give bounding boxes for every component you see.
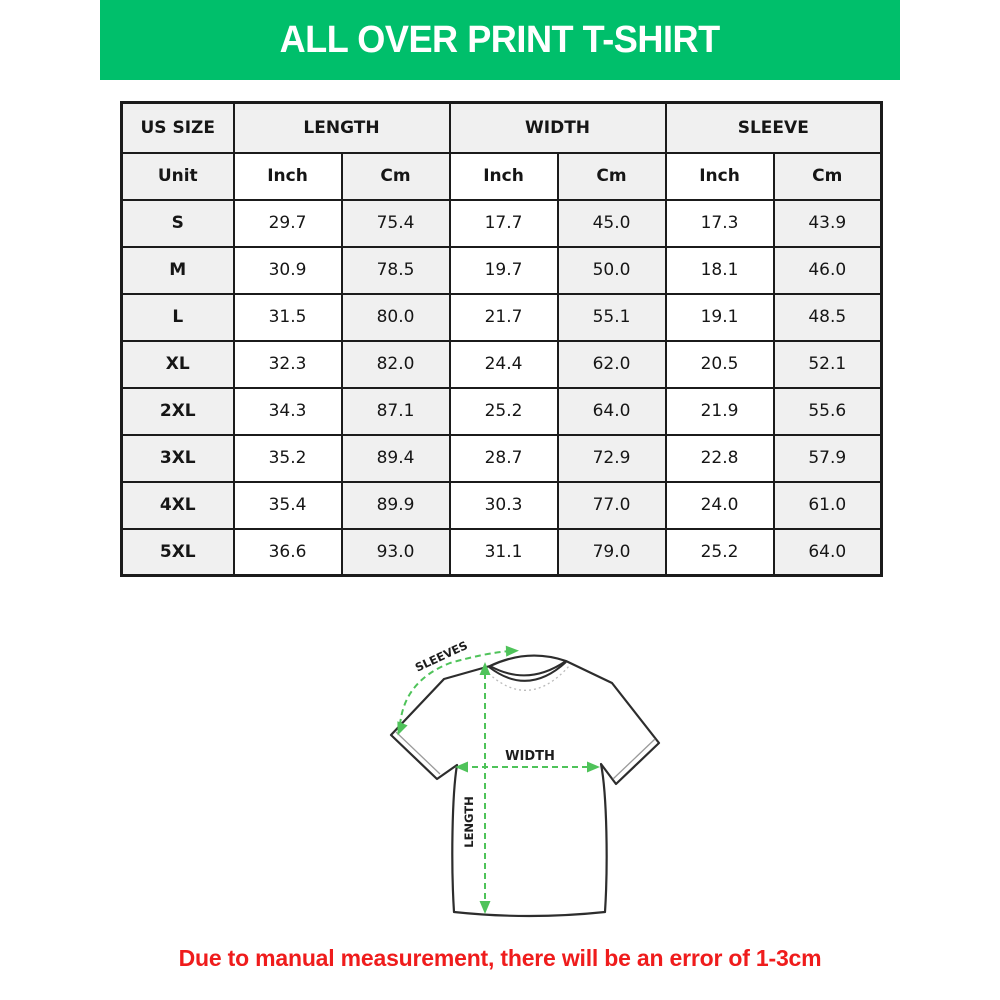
measurement-cell: 17.3 — [666, 200, 774, 247]
measurement-cell: 30.3 — [450, 482, 558, 529]
column-group-width: WIDTH — [450, 103, 666, 153]
unit-header-5-inch: Inch — [666, 153, 774, 200]
measurement-cell: 19.1 — [666, 294, 774, 341]
size-table-body — [122, 200, 882, 576]
measurement-cell: 89.4 — [342, 435, 450, 482]
measurement-cell: 45.0 — [558, 200, 666, 247]
measurement-cell: 87.1 — [342, 388, 450, 435]
size-row-m — [122, 247, 882, 294]
measurement-cell: 75.4 — [342, 200, 450, 247]
size-label: L — [122, 294, 234, 341]
measurement-cell: 55.1 — [558, 294, 666, 341]
size-chart-table — [120, 101, 883, 577]
measurement-cell: 28.7 — [450, 435, 558, 482]
measurement-cell: 57.9 — [774, 435, 882, 482]
measurement-cell: 72.9 — [558, 435, 666, 482]
size-row-l — [122, 294, 882, 341]
measurement-cell: 19.7 — [450, 247, 558, 294]
measurement-cell: 21.7 — [450, 294, 558, 341]
size-label: 4XL — [122, 482, 234, 529]
column-group-sleeve: SLEEVE — [666, 103, 882, 153]
size-row-5xl — [122, 529, 882, 576]
measurement-cell: 77.0 — [558, 482, 666, 529]
measurement-cell: 25.2 — [666, 529, 774, 576]
unit-header-1-inch: Inch — [234, 153, 342, 200]
size-label: 5XL — [122, 529, 234, 576]
size-row-4xl — [122, 482, 882, 529]
measurement-cell: 36.6 — [234, 529, 342, 576]
measurement-cell: 50.0 — [558, 247, 666, 294]
measurement-cell: 48.5 — [774, 294, 882, 341]
unit-header-3-inch: Inch — [450, 153, 558, 200]
measurement-cell: 43.9 — [774, 200, 882, 247]
measurement-cell: 20.5 — [666, 341, 774, 388]
measurement-cell: 62.0 — [558, 341, 666, 388]
size-label: S — [122, 200, 234, 247]
measurement-cell: 30.9 — [234, 247, 342, 294]
measurement-cell: 31.1 — [450, 529, 558, 576]
measurement-cell: 34.3 — [234, 388, 342, 435]
title-banner — [100, 0, 900, 80]
size-row-xl — [122, 341, 882, 388]
measurement-cell: 46.0 — [774, 247, 882, 294]
measurement-cell: 32.3 — [234, 341, 342, 388]
measurement-cell: 80.0 — [342, 294, 450, 341]
size-row-3xl — [122, 435, 882, 482]
measurement-cell: 21.9 — [666, 388, 774, 435]
measurement-cell: 93.0 — [342, 529, 450, 576]
sleeves-label: SLEEVES — [412, 638, 470, 675]
unit-header-2-cm: Cm — [342, 153, 450, 200]
measurement-cell: 61.0 — [774, 482, 882, 529]
tshirt-diagram-svg — [360, 633, 680, 945]
measurement-error-note: Due to manual measurement, there will be an error of 1-3cm — [178, 945, 822, 971]
tshirt-measurement-diagram — [360, 633, 680, 945]
size-row-s — [122, 200, 882, 247]
page-title: ALL OVER PRINT T-SHIRT — [279, 18, 721, 61]
measurement-cell: 25.2 — [450, 388, 558, 435]
size-label: XL — [122, 341, 234, 388]
measurement-cell: 24.0 — [666, 482, 774, 529]
column-group-us-size: US SIZE — [122, 103, 234, 153]
unit-header-4-cm: Cm — [558, 153, 666, 200]
measurement-cell: 82.0 — [342, 341, 450, 388]
size-label: M — [122, 247, 234, 294]
measurement-cell: 78.5 — [342, 247, 450, 294]
measurement-cell: 35.4 — [234, 482, 342, 529]
measurement-cell: 24.4 — [450, 341, 558, 388]
size-row-2xl — [122, 388, 882, 435]
measurement-cell: 89.9 — [342, 482, 450, 529]
measurement-cell: 55.6 — [774, 388, 882, 435]
size-label: 2XL — [122, 388, 234, 435]
width-label: WIDTH — [505, 749, 555, 764]
measurement-cell: 35.2 — [234, 435, 342, 482]
measurement-cell: 64.0 — [558, 388, 666, 435]
unit-header: Unit — [122, 153, 234, 200]
column-group-length: LENGTH — [234, 103, 450, 153]
length-label: LENGTH — [462, 796, 476, 848]
measurement-cell: 22.8 — [666, 435, 774, 482]
measurement-cell: 64.0 — [774, 529, 882, 576]
measurement-cell: 79.0 — [558, 529, 666, 576]
measurement-cell: 18.1 — [666, 247, 774, 294]
tshirt-outline — [391, 656, 659, 916]
measurement-cell: 31.5 — [234, 294, 342, 341]
unit-header-6-cm: Cm — [774, 153, 882, 200]
measurement-cell: 29.7 — [234, 200, 342, 247]
measurement-cell: 52.1 — [774, 341, 882, 388]
size-label: 3XL — [122, 435, 234, 482]
measurement-cell: 17.7 — [450, 200, 558, 247]
size-table-head — [122, 103, 882, 200]
